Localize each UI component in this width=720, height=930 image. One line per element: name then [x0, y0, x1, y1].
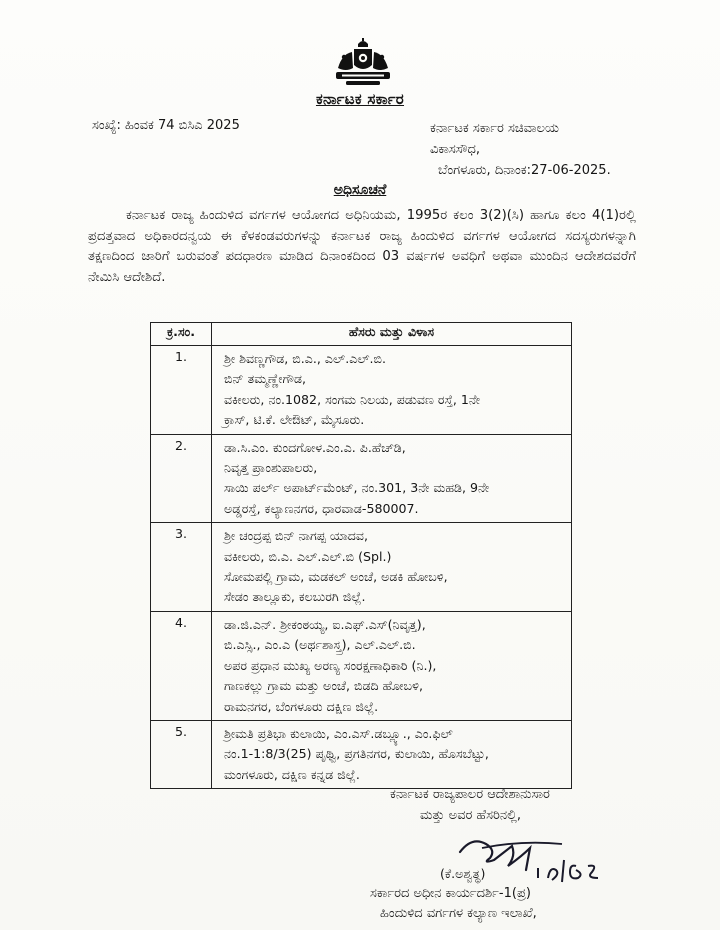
- address-line: ಡಾ.ಸಿ.ಎಂ. ಕುಂದಗೋಳ.ಎಂ.ಎ. ಪಿ.ಹೆಚ್‌ಡಿ,: [224, 439, 406, 455]
- department-name: ಹಿಂದುಳಿದ ವರ್ಗಗಳ ಕಲ್ಯಾಣ ಇಲಾಖೆ,: [380, 906, 537, 921]
- row-name-address: [212, 434, 572, 523]
- table-row: [151, 611, 572, 720]
- place-and-date: ಬೆಂಗಳೂರು, ದಿನಾಂಕ:27-06-2025.: [438, 163, 611, 178]
- address-line: ಬಿನ್ ತಮ್ಮಣ್ಣೇಗೌಡ,: [224, 371, 307, 387]
- address-line: ಶ್ರೀ ಶಿವಣ್ಣಗೌಡ, ಬಿ.ಎ., ಎಲ್.ಎಲ್.ಬಿ.: [224, 351, 386, 366]
- address-line: ಅಪರ ಪ್ರಧಾನ ಮುಖ್ಯ ಅರಣ್ಯ ಸಂರಕ್ಷಣಾಧಿಕಾರಿ (ನಿ.),: [224, 657, 437, 673]
- address-line: ಗಾಣಕಲ್ಲು ಗ್ರಾಮ ಮತ್ತು ಅಂಚೆ, ಬಿಡದಿ ಹೋಬಳಿ,: [224, 678, 423, 694]
- designation-block: [370, 884, 537, 924]
- office-name: ಕರ್ನಾಟಕ ಸರ್ಕಾರ ಸಚಿವಾಲಯ: [430, 121, 559, 136]
- notification-body: ಕರ್ನಾಟಕ ರಾಜ್ಯ ಹಿಂದುಳಿದ ವರ್ಗಗಳ ಆಯೋಗದ ಅಧಿನಿಯಮ, 1995ರ ಕಲಂ 3(2)(ಸಿ) ಹಾಗೂ ಕಲಂ 4(1)ರಲ್ಲಿ ಪ್ರದತ್ತವಾದ ಅಧಿಕಾರದನ್ವಯ ಈ ಕೆಳಕಂಡವರುಗಳನ್ನು ಕರ್ನಾಟಕ ರಾಜ್ಯ ಹಿಂದುಳಿದ ವರ್ಗಗಳ ಆಯೋಗದ ಸದಸ್ಯರುಗಳನ್ನಾಗಿ ತಕ್ಷಣದಿಂದ ಜಾರಿಗೆ ಬರುವಂತೆ ಪದಧಾರಣ ಮಾಡಿದ ದಿನಾಂಕದಿಂದ 03 ವರ್ಷಗಳ ಅವಧಿಗೆ ಅಥವಾ ಮುಂದಿನ ಆದೇಶದವರೆಗೆ ನೇಮಿಸಿ ಆದೇಶಿದೆ.: [88, 208, 636, 285]
- address-line: ಸಾಯಿ ಪರ್ಲ್ ಅಪಾರ್ಟ್‌ಮೆಂಟ್, ನಂ.301, 3ನೇ ಮಹಡಿ, 9ನೇ: [224, 480, 490, 496]
- column-header-name-address: ಹೆಸರು ಮತ್ತು ವಿಳಾಸ: [212, 323, 572, 346]
- notification-title: ಅಧಿಸೂಚನೆ: [333, 182, 387, 198]
- order-line-1: ಕರ್ನಾಟಕ ರಾಜ್ಯಪಾಲರ ಆದೇಶಾನುಸಾರ: [390, 787, 550, 802]
- address-line: ಸೇಡಂ ತಾಲ್ಲೂಕು, ಕಲಬುರಗಿ ಜಿಲ್ಲೆ.: [224, 589, 366, 605]
- address-line: ಸೋಮಪಲ್ಲಿ ಗ್ರಾಮ, ಮಡಕಲ್ ಅಂಚೆ, ಅಡಕಿ ಹೋಬಳಿ,: [224, 569, 448, 585]
- office-building: ವಿಕಾಸಸೌಧ,: [430, 142, 480, 157]
- address-line: ವಕೀಲರು, ಬಿ.ಎ. ಎಲ್.ಎಲ್.ಬಿ (Spl.): [224, 548, 392, 564]
- designation-title: ಸರ್ಕಾರದ ಅಧೀನ ಕಾರ್ಯದರ್ಶಿ-1(ಪ್ರ): [370, 886, 531, 901]
- column-header-serial: ಕ್ರ.ಸಂ.: [151, 323, 212, 346]
- row-name-address: [212, 523, 572, 612]
- row-serial: 2.: [151, 434, 212, 523]
- order-line-2: ಮತ್ತು ಅವರ ಹೆಸರಿನಲ್ಲಿ,: [420, 808, 522, 823]
- address-line: ಶ್ರೀ ಚಂದ್ರಪ್ಪ ಬಿನ್ ನಾಗಪ್ಪ ಯಾದವ,: [224, 528, 369, 544]
- row-name-address: [212, 720, 572, 788]
- table-row: [151, 434, 572, 523]
- office-address-block: [430, 118, 611, 181]
- members-table: [150, 322, 572, 789]
- governor-order-block: [390, 784, 550, 826]
- row-serial: 3.: [151, 523, 212, 612]
- address-line: ಡಾ.ಜಿ.ಎನ್. ಶ್ರೀಕಂಠಯ್ಯ, ಐ.ಎಫ್.ಎಸ್(ನಿವೃತ್ತ),: [224, 616, 426, 632]
- row-serial: 5.: [151, 720, 212, 788]
- address-line: ನಿವೃತ್ತ ಪ್ರಾಂಶುಪಾಲರು,: [224, 460, 318, 476]
- table-header-row: [151, 323, 572, 346]
- address-line: ನಂ.1-1:8/3(25) ಪೃಥ್ವಿ, ಪ್ರಗತಿನಗರ, ಕುಲಾಯಿ, ಹೊಸಬೆಟ್ಟು,: [224, 746, 489, 762]
- row-name-address: [212, 611, 572, 720]
- address-line: ಶ್ರೀಮತಿ ಪ್ರತಿಭಾ ಕುಲಾಯಿ, ಎಂ.ಎಸ್.ಡಬ್ಲ್ಯೂ., ಎಂ.ಫಿಲ್: [224, 725, 453, 741]
- table-row: [151, 523, 572, 612]
- order-number: ಸಂಖ್ಯೆ: ಹಿಂವಕ 74 ಬಿಸಿಎ 2025: [92, 118, 240, 133]
- address-line: ಕ್ರಾಸ್, ಟಿ.ಕೆ. ಲೇಔಟ್, ಮೈಸೂರು.: [224, 412, 365, 428]
- address-line: ಅಡ್ಡರಸ್ತೆ, ಕಲ್ಯಾಣನಗರ, ಧಾರವಾಡ-580007.: [224, 500, 419, 516]
- row-serial: 1.: [151, 346, 212, 435]
- government-title: ಕರ್ನಾಟಕ ಸರ್ಕಾರ: [315, 90, 405, 108]
- row-name-address: [212, 346, 572, 435]
- row-serial: 4.: [151, 611, 212, 720]
- signer-name: (ಕೆ.ಅಶ್ವತ್ಥ): [440, 866, 486, 881]
- address-line: ವಕೀಲರು, ನಂ.1082, ಸಂಗಮ ನಿಲಯ, ಪಡುವಣ ರಸ್ತೆ, 1ನೇ: [224, 391, 480, 407]
- address-line: ಮಂಗಳೂರು, ದಕ್ಷಿಣ ಕನ್ನಡ ಜಿಲ್ಲೆ.: [224, 766, 360, 782]
- table-row: [151, 720, 572, 788]
- address-line: ರಾಮನಗರ, ಬೆಂಗಳೂರು ದಕ್ಷಿಣ ಜಿಲ್ಲೆ.: [224, 698, 379, 714]
- karnataka-government-emblem-icon: [332, 38, 394, 88]
- table-row: [151, 346, 572, 435]
- address-line: ಬಿ.ಎಸ್ಸಿ., ಎಂ.ಎ (ಅರ್ಥಶಾಸ್ತ್ರ), ಎಲ್.ಎಲ್.ಬಿ.: [224, 637, 416, 653]
